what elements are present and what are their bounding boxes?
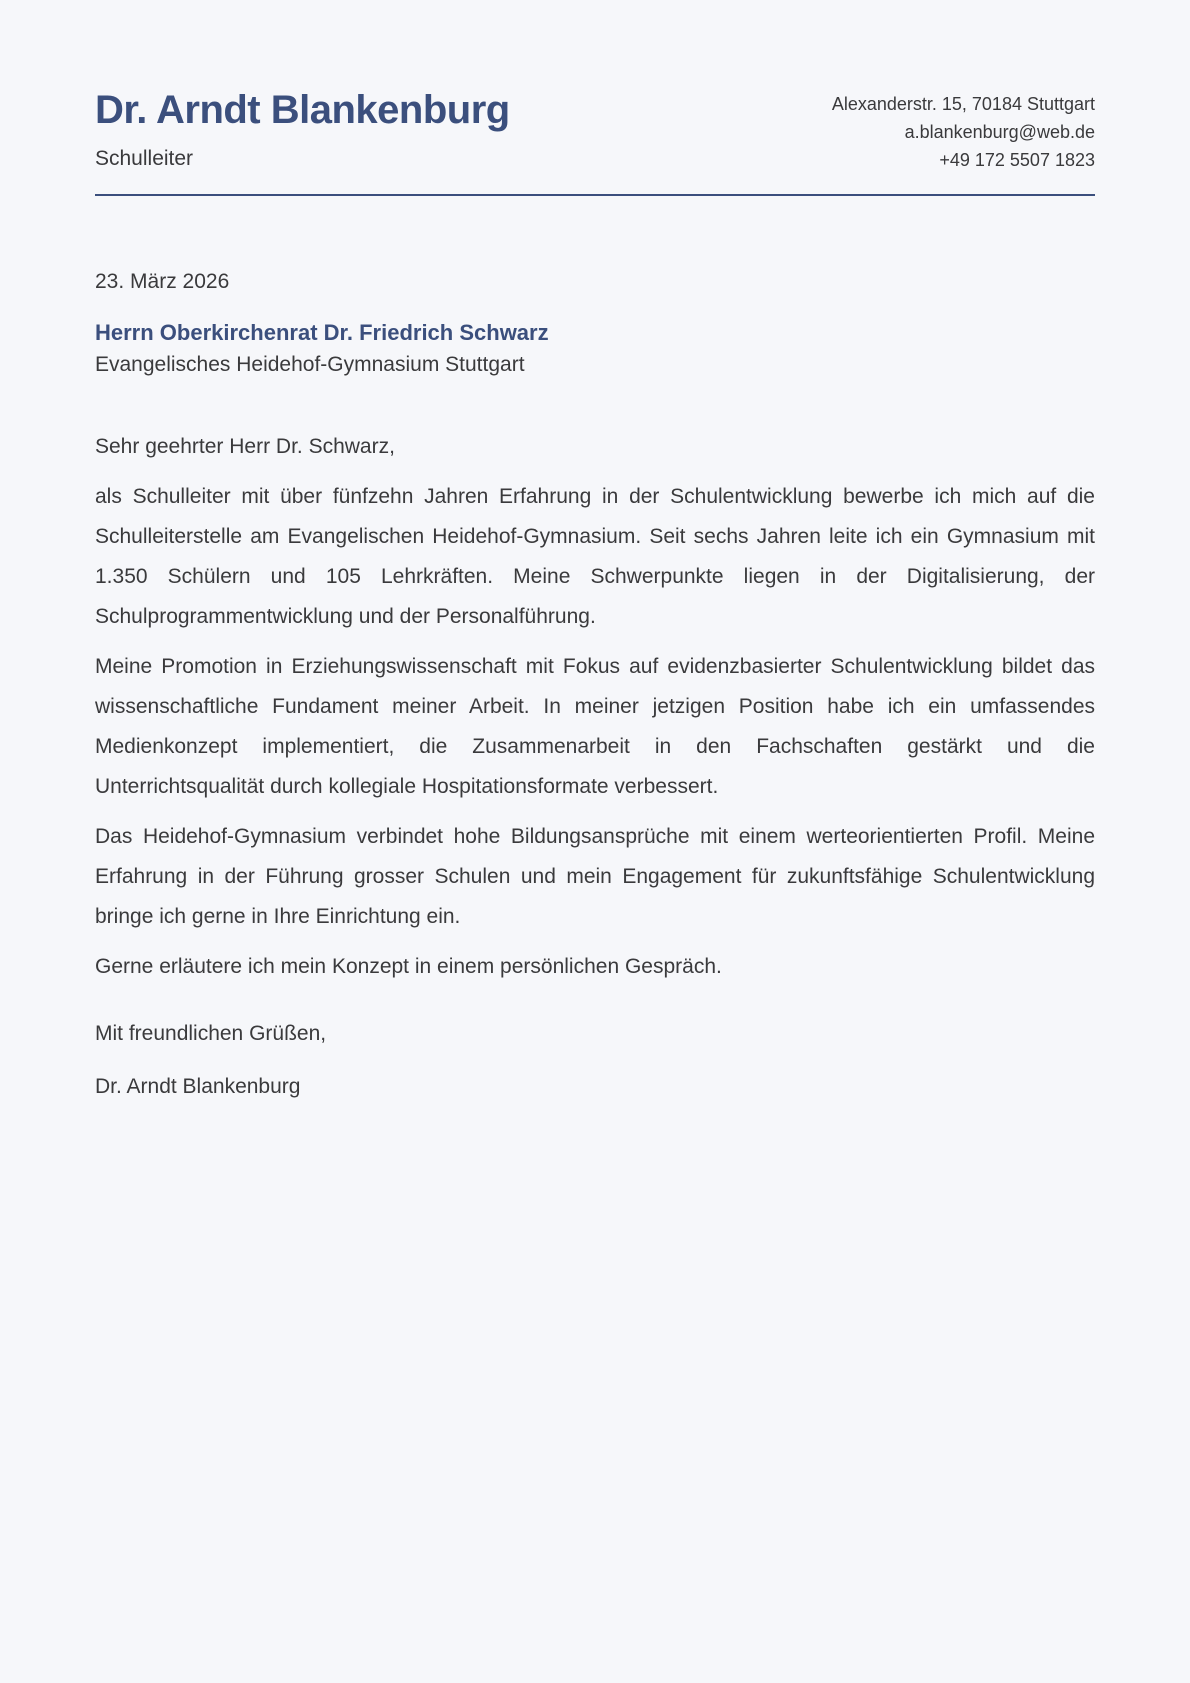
valediction: Mit freundlichen Grüßen, (95, 1022, 327, 1045)
salutation: Sehr geehrter Herr Dr. Schwarz, (95, 435, 395, 458)
sender-email: a.blankenburg@web.de (904, 122, 1095, 142)
body-paragraph: Gerne erläutere ich mein Konzept in einem persönlichen Gespräch. (95, 955, 722, 978)
recipient-block (95, 318, 1095, 380)
sender-role: Schulleiter (95, 147, 194, 170)
letterhead (95, 88, 1095, 174)
sender-address: Alexanderstr. 15, 70184 Stuttgart (831, 94, 1095, 114)
sender-phone: +49 172 5507 1823 (939, 150, 1095, 170)
body-paragraph: als Schulleiter mit über fünfzehn Jahren Erfahrung in der Schulentwicklung bewerbe ich mich auf die Schulleiterstelle am Evangelischen Heidehof-Gymnasium. Seit sechs Jahren leite ich ein Gymnasium mit 1.350 Schülern und 105 Lehrkräften. Meine Schwerpunkte liegen in der Digitalisierung, der Schulprogrammentwicklung und der Personalführung. (95, 485, 1095, 628)
letter-date: 23. März 2026 (95, 270, 230, 293)
sender-name: Dr. Arndt Blankenburg (95, 88, 510, 132)
sender-contact-block (832, 88, 1095, 174)
body-paragraph: Meine Promotion in Erziehungswissenschaft mit Fokus auf evidenzbasierter Schulentwicklung bildet das wissenschaftliche Fundament meiner Arbeit. In meiner jetzigen Position habe ich ein umfassendes Medienkonzept implementiert, die Zusammenarbeit in den Fachschaften gestärkt und die Unterrichtsqualität durch kollegiale Hospitationsformate verbessert. (95, 655, 1095, 798)
header-divider (95, 194, 1095, 196)
recipient-organization: Evangelisches Heidehof-Gymnasium Stuttgart (95, 353, 525, 376)
sender-identity (95, 88, 510, 172)
signature-name: Dr. Arndt Blankenburg (95, 1075, 301, 1098)
body-paragraph: Das Heidehof-Gymnasium verbindet hohe Bildungsansprüche mit einem werteorientierten Profil. Meine Erfahrung in der Führung grosser Schulen und mein Engagement für zukunftsfähige Schulentwicklung bringe ich gerne in Ihre Einrichtung ein. (95, 825, 1095, 928)
recipient-name: Herrn Oberkirchenrat Dr. Friedrich Schwarz (95, 320, 549, 345)
